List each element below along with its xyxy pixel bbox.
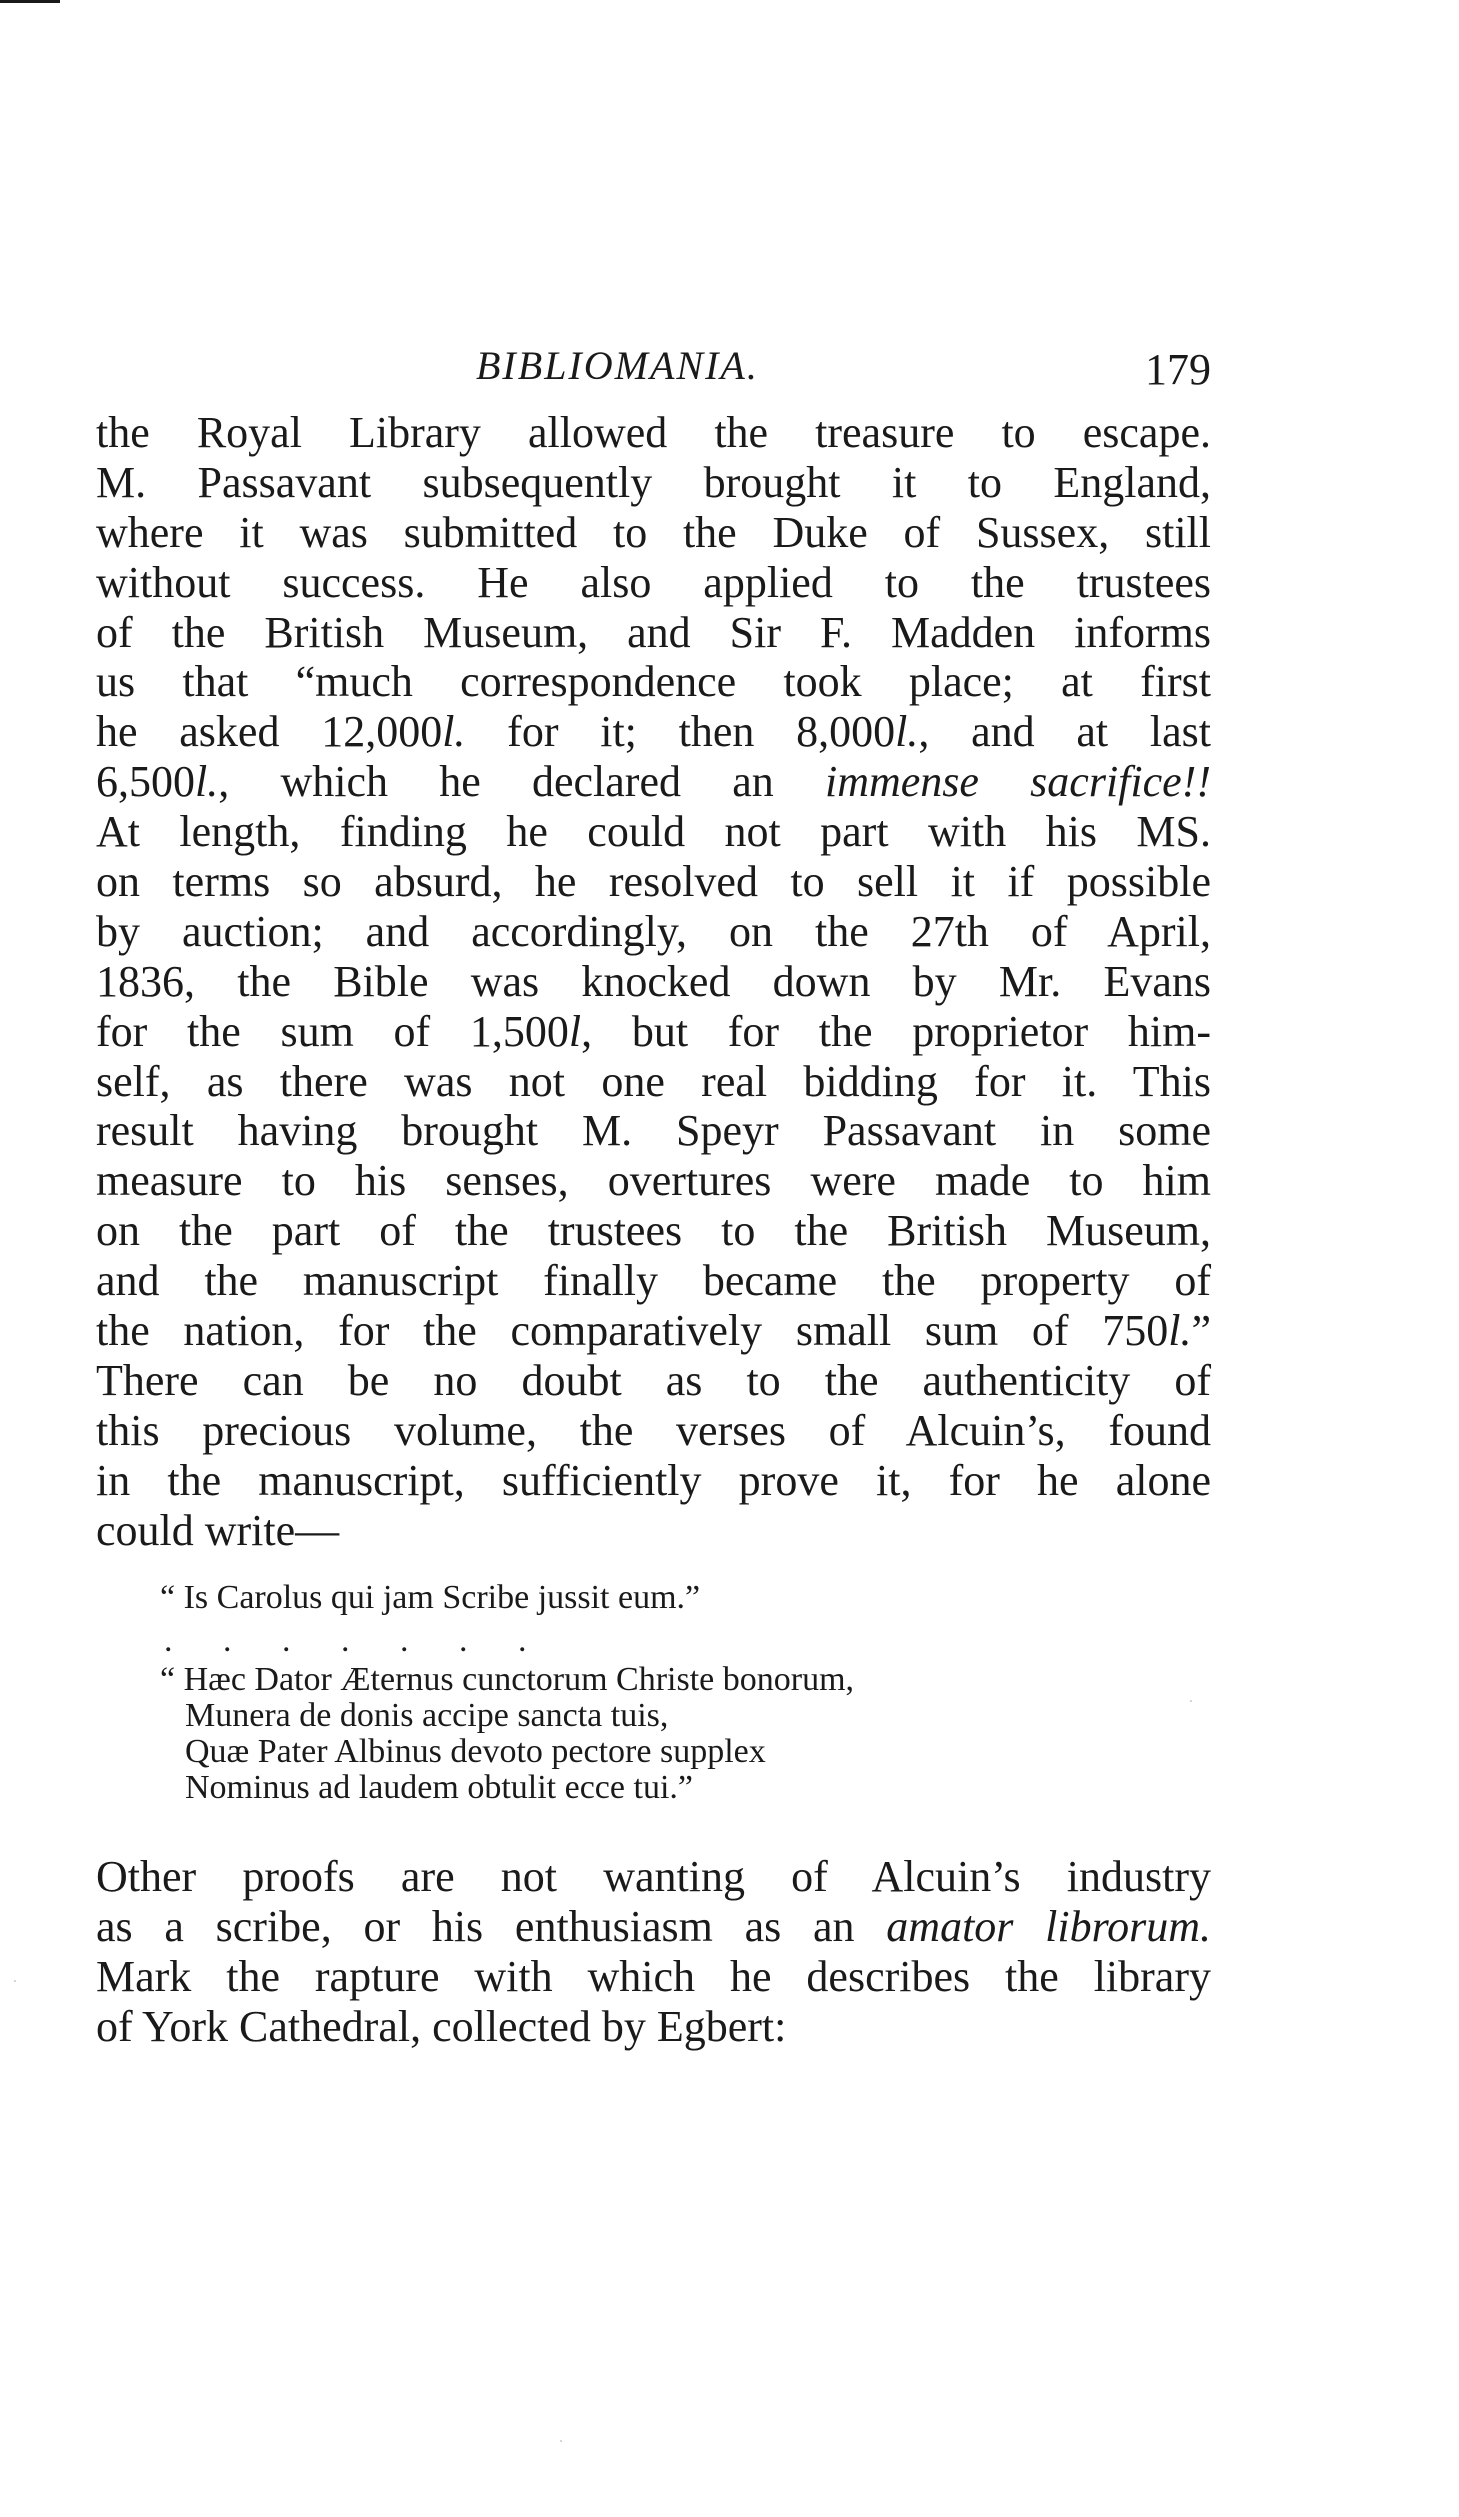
italic-segment: l.	[195, 757, 219, 807]
text-line	[96, 1356, 1211, 1406]
text-segment: where it was submitted to the Duke of Sussex, still	[96, 507, 1211, 557]
text-segment: us that “much correspondence took place; at first	[96, 657, 1211, 707]
text-line	[96, 1106, 1211, 1156]
text-segment: without success. He also applied to the trustees	[96, 557, 1211, 607]
text-segment: by auction; and accordingly, on the 27th of April,	[96, 906, 1211, 956]
italic-segment: immense sacrifice!!	[824, 757, 1211, 807]
text-segment: 1836, the Bible was knocked down by Mr. Evans	[96, 956, 1211, 1006]
text-line	[96, 608, 1211, 658]
text-line	[96, 558, 1211, 608]
text-segment: of York Cathedral, collected by Egbert:	[96, 2001, 787, 2051]
text-segment: for the sum of 1,500	[96, 1006, 569, 1056]
italic-segment: l.	[442, 707, 466, 757]
text-line	[96, 907, 1211, 957]
text-segment: measure to his senses, overtures were made to him	[96, 1156, 1211, 1206]
text-segment: as a scribe, or his enthusiasm as an	[96, 1901, 887, 1951]
page-corner-mark	[0, 0, 60, 3]
running-title: BIBLIOMANIA.	[476, 343, 759, 388]
text-line	[96, 1506, 1211, 1556]
text-line	[96, 408, 1211, 458]
text-line	[96, 1952, 1211, 2002]
italic-segment: l.	[895, 707, 919, 757]
italic-segment: l.	[1168, 1306, 1192, 1356]
closing-paragraph	[96, 1852, 1211, 2052]
text-line	[96, 807, 1211, 857]
text-segment: result having brought M. Speyr Passavant in some	[96, 1106, 1211, 1156]
text-segment: he asked 12,000	[96, 707, 443, 757]
text-line	[96, 2002, 1211, 2052]
text-line	[96, 1852, 1211, 1902]
paper-speck	[1190, 1700, 1192, 1702]
main-paragraph	[96, 408, 1211, 1555]
text-segment: , but for the proprietor him-	[581, 1006, 1212, 1056]
text-line	[96, 707, 1211, 757]
text-segment: for it; then 8,000	[465, 707, 896, 757]
text-segment: , and at last	[918, 707, 1212, 757]
text-line	[96, 1057, 1211, 1107]
text-segment: this precious volume, the verses of Alcuin’s, found	[96, 1405, 1211, 1455]
text-segment: on the part of the trustees to the British Museum,	[96, 1206, 1211, 1256]
text-line	[96, 1007, 1211, 1057]
text-segment: of the British Museum, and Sir F. Madden informs	[96, 607, 1211, 657]
text-segment: 6,500	[96, 757, 195, 807]
verse-stanza-line: Nominus ad laudem obtulit ecce tui.”	[185, 1769, 693, 1806]
text-segment: the nation, for the comparatively small sum of 750	[96, 1306, 1169, 1356]
text-segment: There can be no doubt as to the authenticity of	[96, 1355, 1211, 1405]
text-line	[96, 1902, 1211, 1952]
text-segment: Mark the rapture with which he describes the library	[96, 1951, 1211, 2001]
verse-ellipsis: . . . . . . .	[164, 1622, 548, 1659]
page-header	[96, 342, 1211, 402]
text-segment: Other proofs are not wanting of Alcuin’s industry	[96, 1852, 1211, 1901]
text-line	[96, 1306, 1211, 1356]
verse-stanza-line: Munera de donis accipe sancta tuis,	[185, 1697, 669, 1734]
text-segment: ”	[1191, 1306, 1211, 1356]
text-line	[96, 757, 1211, 807]
text-segment: M. Passavant subsequently brought it to England,	[96, 457, 1211, 507]
paper-speck	[14, 1980, 16, 1982]
text-segment: , which he declared an	[218, 757, 825, 807]
text-segment: in the manuscript, sufficiently prove it, for he alone	[96, 1455, 1211, 1505]
text-segment: self, as there was not one real bidding for it. This	[96, 1056, 1211, 1106]
text-segment: At length, finding he could not part with his MS.	[96, 807, 1211, 857]
text-line	[96, 1456, 1211, 1506]
paper-speck	[560, 2440, 562, 2442]
text-segment: the Royal Library allowed the treasure to escape.	[96, 408, 1211, 457]
verse-stanza-line: Quæ Pater Albinus devoto pectore supplex	[185, 1733, 766, 1770]
page-number: 179	[1145, 345, 1211, 394]
text-line	[96, 1406, 1211, 1456]
text-line	[96, 957, 1211, 1007]
text-line	[96, 857, 1211, 907]
text-line	[96, 1206, 1211, 1256]
text-line	[96, 458, 1211, 508]
text-segment: on terms so absurd, he resolved to sell it if possible	[96, 857, 1211, 907]
text-line	[96, 508, 1211, 558]
verse-first-line: “ Is Carolus qui jam Scribe jussit eum.”	[160, 1579, 701, 1616]
text-segment: and the manuscript finally became the property of	[96, 1256, 1211, 1306]
text-line	[96, 657, 1211, 707]
latin-verse-quotation	[160, 1580, 1160, 1806]
verse-stanza-line: “ Hæc Dator Æternus cunctorum Christe bonorum,	[160, 1661, 855, 1698]
text-line	[96, 1256, 1211, 1306]
text-segment: could write—	[96, 1505, 340, 1555]
italic-segment: l	[568, 1006, 582, 1056]
italic-segment: amator librorum.	[886, 1901, 1211, 1951]
text-line	[96, 1156, 1211, 1206]
